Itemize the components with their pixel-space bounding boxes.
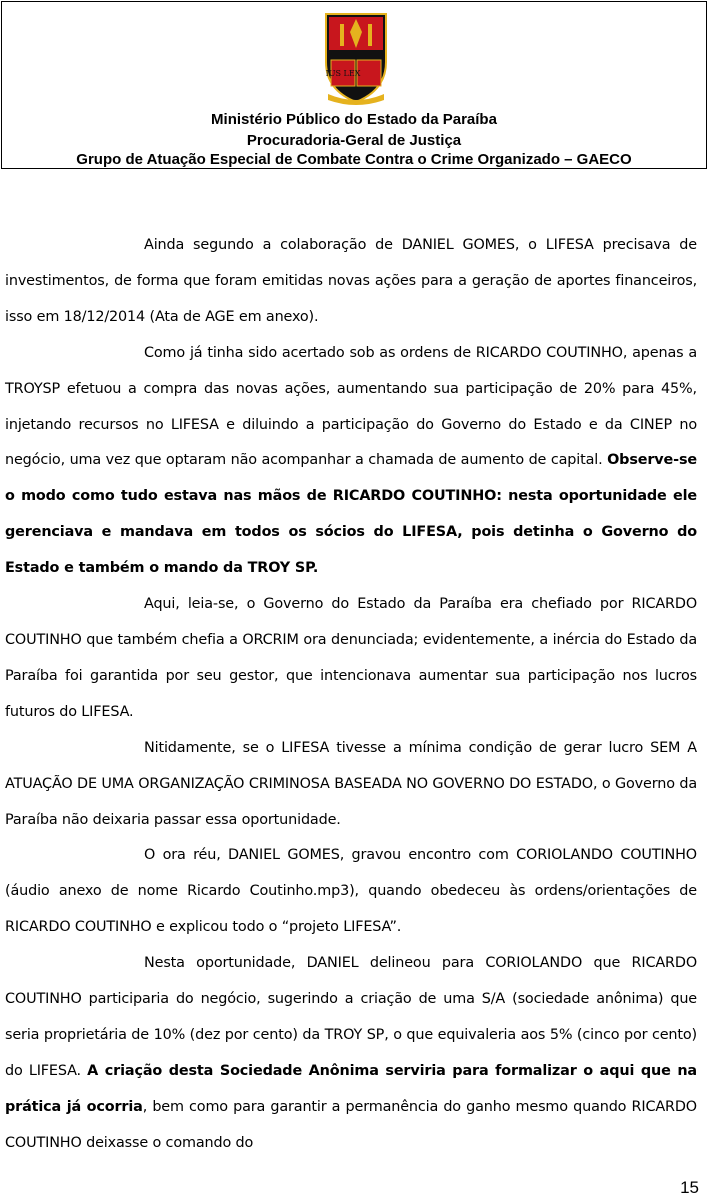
header-gaeco: Grupo de Atuação Especial de Combate Contra o Crime Organizado – GAECO xyxy=(76,151,632,168)
page-number: 15 xyxy=(680,1178,699,1197)
paragraph: Ainda segundo a colaboração de DANIEL GOMES, o LIFESA precisava de investimentos, de forma que foram emitidas novas ações para a geração de aportes financeiros, isso em 18/12/2014 (Ata de AGE em anexo). xyxy=(5,237,697,325)
bold-emphasis: A criação desta Sociedade Anônima serviria para formalizar o aqui que na prática já ocorria xyxy=(5,1062,697,1115)
bold-emphasis: Observe-se o modo como tudo estava nas mãos de RICARDO COUTINHO: nesta oportunidade ele gerenciava e mandava em todos os sócios do LIFESA, pois detinha o Governo do Estado e também o mando da TROY SP. xyxy=(5,452,697,577)
paragraph: Nesta oportunidade, DANIEL delineou para CORIOLANDO que RICARDO COUTINHO participaria do negócio, sugerindo a criação de uma S/A (sociedade anônima) que seria proprietária de 10% (dez por cento) da TROY SP, o que equivaleria aos 5% (cinco por cento) do LIFESA. A criação desta Sociedade Anônima serviria para formalizar o aqui que na prática já ocorria, bem como para garantir a permanência do ganho mesmo quando RICARDO COUTINHO deixasse o comando do xyxy=(5,955,697,1151)
paragraph: Aqui, leia-se, o Governo do Estado da Paraíba era chefiado por RICARDO COUTINHO que também chefia a ORCRIM ora denunciada; evidentemente, a inércia do Estado da Paraíba foi garantida por seu gestor, que intencionava aumentar sua participação nos lucros futuros do LIFESA. xyxy=(5,596,697,720)
paragraph: O ora réu, DANIEL GOMES, gravou encontro com CORIOLANDO COUTINHO (áudio anexo de nome Ricardo Coutinho.mp3), quando obedeceu às ordens/orientações de RICARDO COUTINHO e explicou todo o “projeto LIFESA”. xyxy=(5,847,697,936)
paragraph: Nitidamente, se o LIFESA tivesse a mínima condição de gerar lucro SEM A ATUAÇÃO DE UMA ORGANIZAÇÃO CRIMINOSA BASEADA NO GOVERNO DO ESTADO, o Governo da Paraíba não deixaria passar essa oportunidade. xyxy=(5,739,697,828)
letterhead xyxy=(1,1,707,169)
document-body xyxy=(5,228,697,1162)
header-procuradoria: Procuradoria-Geral de Justiça xyxy=(246,132,462,149)
emblem-motto-left: IUS LEX xyxy=(325,69,361,78)
header-ministry: Ministério Público do Estado da Paraíba xyxy=(211,111,497,128)
coat-of-arms-icon xyxy=(320,10,392,110)
paragraph: Como já tinha sido acertado sob as ordens de RICARDO COUTINHO, apenas a TROYSP efetuou a compra das novas ações, aumentando sua participação de 20% para 45%, injetando recursos no LIFESA e diluindo a participação do Governo do Estado e da CINEP no negócio, uma vez que optaram não acompanhar a chamada de aumento de capital. Observe-se o modo como tudo estava nas mãos de RICARDO COUTINHO: nesta oportunidade ele gerenciava e mandava em todos os sócios do LIFESA, pois detinha o Governo do Estado e também o mando da TROY SP. xyxy=(5,344,697,577)
